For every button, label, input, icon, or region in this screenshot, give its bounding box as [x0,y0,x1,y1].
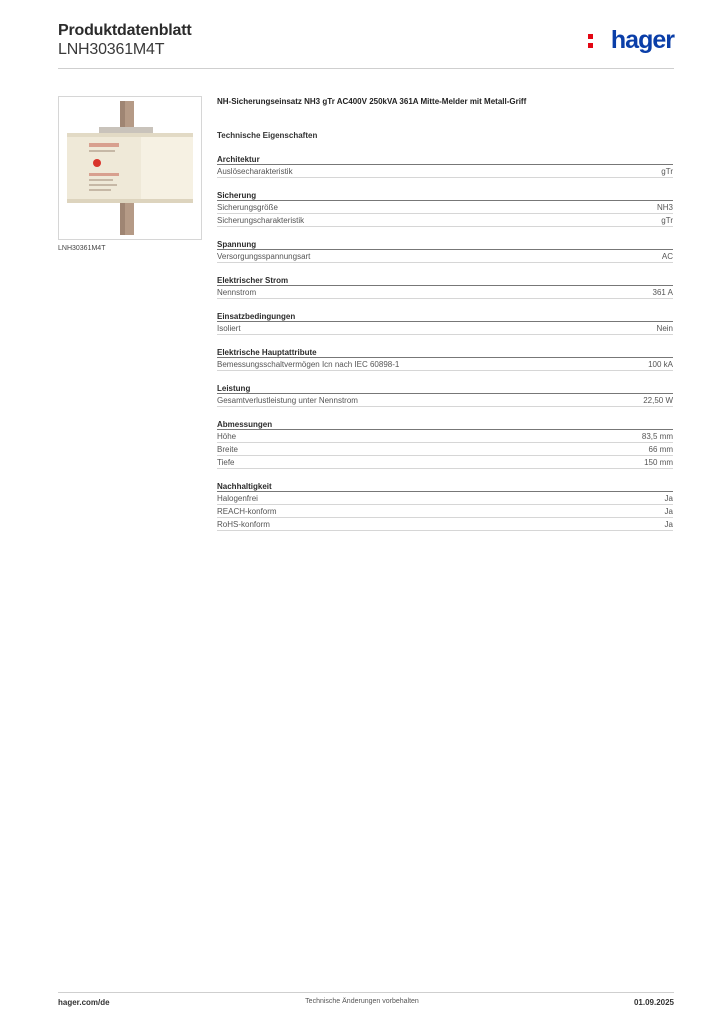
property-group [217,383,673,407]
property-row [217,518,673,531]
fuse-product-image [59,97,201,239]
group-title: Nachhaltigkeit [217,481,673,492]
group-title: Abmessungen [217,419,673,430]
property-label: RoHS-konform [217,519,270,529]
property-label: Sicherungscharakteristik [217,215,305,225]
product-image [58,96,202,240]
property-value: 361 A [652,287,673,297]
property-group [217,419,673,469]
property-group [217,347,673,371]
group-title: Elektrischer Strom [217,275,673,286]
page-header [58,22,674,70]
group-title: Einsatzbedingungen [217,311,673,322]
property-row [217,165,673,178]
property-group [217,190,673,227]
property-label: Nennstrom [217,287,257,297]
property-row [217,443,673,456]
property-group [217,311,673,335]
logo-dots-icon [588,34,594,50]
property-row [217,394,673,407]
property-value: Ja [664,493,673,503]
property-group [217,275,673,299]
group-title: Elektrische Hauptattribute [217,347,673,358]
property-label: Höhe [217,431,237,441]
section-title: Technische Eigenschaften [217,131,318,140]
property-row [217,358,673,371]
property-row [217,201,673,214]
property-value: 150 mm [644,457,673,467]
product-code: LNH30361M4T [58,41,165,58]
footer-divider [58,992,674,993]
property-row [217,492,673,505]
property-label: REACH-konform [217,506,277,516]
image-caption: LNH30361M4T [58,245,106,252]
property-value: NH3 [656,202,673,212]
group-title: Sicherung [217,190,673,201]
product-details [217,96,673,543]
hager-logo [588,26,674,56]
property-value: Ja [664,506,673,516]
property-label: Gesamtverlustleistung unter Nennstrom [217,395,358,405]
property-row [217,505,673,518]
document-title: Produktdatenblatt [58,22,192,39]
property-group [217,239,673,263]
group-title: Architektur [217,154,673,165]
property-value: 66 mm [648,444,673,454]
property-row [217,214,673,227]
property-value: 83,5 mm [641,431,673,441]
property-label: Isoliert [217,323,241,333]
property-group [217,481,673,531]
property-row [217,322,673,335]
property-value: Ja [664,519,673,529]
property-label: Auslösecharakteristik [217,166,293,176]
footer-website[interactable]: hager.com/de [58,998,110,1007]
property-groups [217,154,673,531]
property-value: AC [661,251,673,261]
logo-text: hager [610,26,674,54]
property-label: Bemessungsschaltvermögen Icn nach IEC 60898-1 [217,359,400,369]
property-row [217,250,673,263]
property-label: Breite [217,444,238,454]
product-name: NH-Sicherungseinsatz NH3 gTr AC400V 250kVA 361A Mitte-Melder mit Metall-Griff [217,97,527,106]
property-value: 100 kA [648,359,673,369]
property-row [217,430,673,443]
property-value: 22,50 W [643,395,673,405]
group-title: Leistung [217,383,673,394]
property-label: Versorgungsspannungsart [217,251,311,261]
property-label: Sicherungsgröße [217,202,278,212]
property-row [217,286,673,299]
group-title: Spannung [217,239,673,250]
footer-notice: Technische Änderungen vorbehalten [305,998,419,1005]
property-value: gTr [661,215,673,225]
footer-date: 01.09.2025 [633,998,674,1007]
property-label: Halogenfrei [217,493,258,503]
header-divider [58,68,674,69]
property-row [217,456,673,469]
property-label: Tiefe [217,457,235,467]
property-value: Nein [656,323,673,333]
property-value: gTr [661,166,673,176]
property-group [217,154,673,178]
